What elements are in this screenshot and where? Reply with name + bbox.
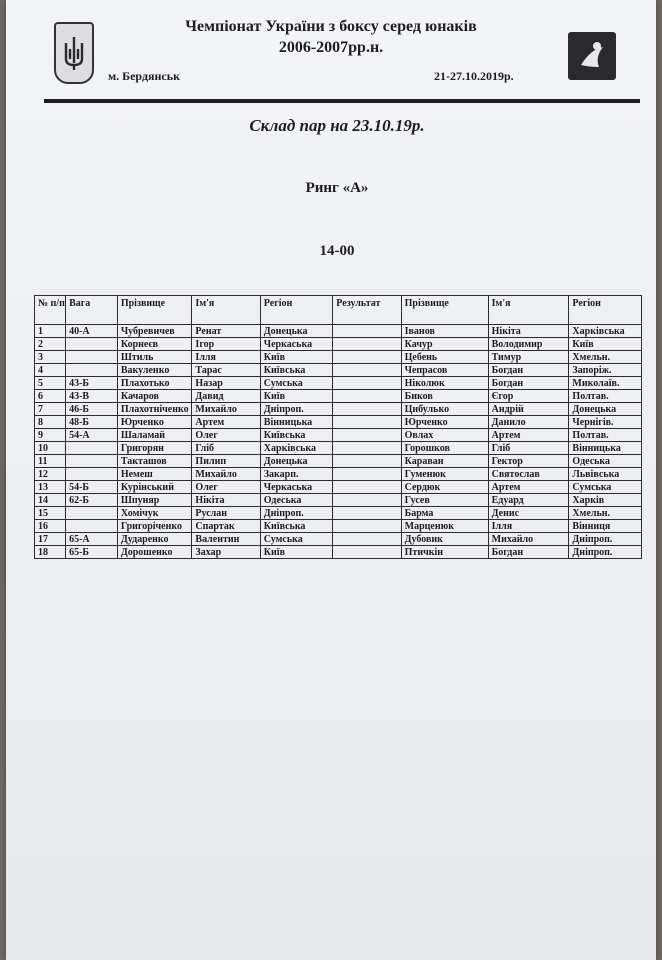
event-years: 2006-2007рр.н.	[278, 39, 384, 56]
result-cell	[333, 546, 401, 559]
bout-number: 1	[35, 325, 66, 338]
region-red: Київ	[260, 390, 333, 403]
surname-blue: Юрченко	[401, 416, 488, 429]
surname-red: Немеш	[117, 468, 192, 481]
first-name-red: Назар	[192, 377, 260, 390]
first-name-red: Ігор	[192, 338, 260, 351]
surname-red: Качаров	[117, 390, 192, 403]
table-body	[35, 325, 642, 559]
surname-blue: Марценюк	[401, 520, 488, 533]
first-name-blue: Нікіта	[488, 325, 569, 338]
result-cell	[333, 403, 401, 416]
first-name-blue: Гліб	[488, 442, 569, 455]
surname-blue: Горошков	[401, 442, 488, 455]
result-cell	[333, 325, 401, 338]
region-red: Київ	[260, 546, 333, 559]
region-red: Київ	[260, 351, 333, 364]
result-cell	[333, 364, 401, 377]
surname-red: Дорошенко	[117, 546, 192, 559]
region-blue: Одеська	[569, 455, 642, 468]
surname-red: Корнеєв	[117, 338, 192, 351]
surname-red: Чубревичев	[117, 325, 192, 338]
table-row	[35, 416, 642, 429]
region-blue: Вінниця	[569, 520, 642, 533]
region-red: Донецька	[260, 325, 333, 338]
first-name-blue: Андрій	[488, 403, 569, 416]
first-name-red: Ілля	[192, 351, 260, 364]
surname-blue: Іванов	[401, 325, 488, 338]
table-row	[35, 351, 642, 364]
event-dates: 21-27.10.2019р.	[434, 69, 514, 83]
bout-number: 11	[35, 455, 66, 468]
first-name-red: Тарас	[192, 364, 260, 377]
column-header: Ім'я	[488, 296, 569, 325]
first-name-red: Артем	[192, 416, 260, 429]
region-blue: Запоріж.	[569, 364, 642, 377]
weight-class: 40-А	[66, 325, 118, 338]
surname-red: Григоріченко	[117, 520, 192, 533]
result-cell	[333, 481, 401, 494]
city-label: м. Бердянськ	[108, 69, 181, 83]
region-blue: Вінницька	[569, 442, 642, 455]
result-cell	[333, 507, 401, 520]
weight-class: 48-Б	[66, 416, 118, 429]
region-red: Одеська	[260, 494, 333, 507]
weight-class	[66, 351, 118, 364]
bout-number: 13	[35, 481, 66, 494]
result-cell	[333, 533, 401, 546]
region-blue: Сумська	[569, 481, 642, 494]
first-name-blue: Артем	[488, 481, 569, 494]
weight-class	[66, 507, 118, 520]
bout-number: 10	[35, 442, 66, 455]
first-name-blue: Богдан	[488, 364, 569, 377]
surname-red: Такташов	[117, 455, 192, 468]
surname-blue: Гусев	[401, 494, 488, 507]
bout-number: 12	[35, 468, 66, 481]
surname-red: Григорян	[117, 442, 192, 455]
region-blue: Київ	[569, 338, 642, 351]
bout-number: 4	[35, 364, 66, 377]
surname-red: Курінський	[117, 481, 192, 494]
weight-class: 54-А	[66, 429, 118, 442]
region-red: Черкаська	[260, 481, 333, 494]
surname-red: Вакуленко	[117, 364, 192, 377]
first-name-blue: Святослав	[488, 468, 569, 481]
surname-red: Шпуняр	[117, 494, 192, 507]
surname-blue: Птичкін	[401, 546, 488, 559]
weight-class: 65-А	[66, 533, 118, 546]
table-row	[35, 520, 642, 533]
result-cell	[333, 442, 401, 455]
first-name-blue: Данило	[488, 416, 569, 429]
table-row	[35, 533, 642, 546]
first-name-red: Михайло	[192, 468, 260, 481]
region-red: Сумська	[260, 533, 333, 546]
region-blue: Дніпроп.	[569, 546, 642, 559]
region-red: Дніпроп.	[260, 507, 333, 520]
weight-class: 46-Б	[66, 403, 118, 416]
first-name-blue: Едуард	[488, 494, 569, 507]
surname-red: Дударенко	[117, 533, 192, 546]
first-name-blue: Артем	[488, 429, 569, 442]
column-header: № п/п	[35, 296, 66, 325]
federation-logo-icon	[568, 32, 616, 80]
weight-class: 54-Б	[66, 481, 118, 494]
surname-blue: Цибулько	[401, 403, 488, 416]
weight-class: 65-Б	[66, 546, 118, 559]
first-name-blue: Богдан	[488, 546, 569, 559]
bout-number: 9	[35, 429, 66, 442]
first-name-red: Олег	[192, 481, 260, 494]
table-row	[35, 481, 642, 494]
column-header: Прізвище	[117, 296, 192, 325]
first-name-red: Михайло	[192, 403, 260, 416]
region-blue: Донецька	[569, 403, 642, 416]
first-name-blue: Михайло	[488, 533, 569, 546]
first-name-blue: Ілля	[488, 520, 569, 533]
region-red: Київська	[260, 364, 333, 377]
surname-blue: Гуменюк	[401, 468, 488, 481]
bout-number: 14	[35, 494, 66, 507]
column-header: Регіон	[569, 296, 642, 325]
surname-red: Плахотько	[117, 377, 192, 390]
first-name-blue: Гектор	[488, 455, 569, 468]
bout-number: 2	[35, 338, 66, 351]
region-red: Київська	[260, 429, 333, 442]
column-header: Регіон	[260, 296, 333, 325]
surname-red: Хомічук	[117, 507, 192, 520]
first-name-red: Нікіта	[192, 494, 260, 507]
surname-blue: Качур	[401, 338, 488, 351]
first-name-blue: Єгор	[488, 390, 569, 403]
surname-blue: Овлах	[401, 429, 488, 442]
surname-blue: Караван	[401, 455, 488, 468]
bout-number: 17	[35, 533, 66, 546]
surname-blue: Чепрасов	[401, 364, 488, 377]
first-name-blue: Володимир	[488, 338, 569, 351]
region-red: Донецька	[260, 455, 333, 468]
region-red: Київська	[260, 520, 333, 533]
region-red: Вінницька	[260, 416, 333, 429]
weight-class	[66, 442, 118, 455]
header-divider	[44, 99, 640, 103]
result-cell	[333, 416, 401, 429]
start-time: 14-00	[319, 243, 355, 259]
document-page	[6, 0, 656, 960]
first-name-red: Олег	[192, 429, 260, 442]
region-blue: Харків	[569, 494, 642, 507]
result-cell	[333, 377, 401, 390]
weight-class	[66, 338, 118, 351]
first-name-blue: Тимур	[488, 351, 569, 364]
region-blue: Хмельн.	[569, 351, 642, 364]
result-cell	[333, 455, 401, 468]
weight-class	[66, 468, 118, 481]
table-row	[35, 546, 642, 559]
surname-blue: Ніколюк	[401, 377, 488, 390]
weight-class: 43-В	[66, 390, 118, 403]
result-cell	[333, 390, 401, 403]
pairs-title: Склад пар на 23.10.19р.	[249, 116, 425, 135]
column-header: Результат	[333, 296, 401, 325]
region-red: Харківська	[260, 442, 333, 455]
table-row	[35, 507, 642, 520]
table-row	[35, 494, 642, 507]
surname-blue: Биков	[401, 390, 488, 403]
region-red: Дніпроп.	[260, 403, 333, 416]
ring-label: Ринг «А»	[305, 180, 369, 196]
region-blue: Полтав.	[569, 429, 642, 442]
column-header: Ім'я	[192, 296, 260, 325]
surname-red: Штиль	[117, 351, 192, 364]
region-red: Сумська	[260, 377, 333, 390]
region-blue: Львівська	[569, 468, 642, 481]
bout-number: 6	[35, 390, 66, 403]
event-title: Чемпіонат України з боксу серед юнаків	[185, 18, 477, 35]
bout-number: 7	[35, 403, 66, 416]
first-name-red: Захар	[192, 546, 260, 559]
surname-red: Плахотніченко	[117, 403, 192, 416]
region-blue: Миколаїв.	[569, 377, 642, 390]
column-header: Прізвище	[401, 296, 488, 325]
bout-number: 5	[35, 377, 66, 390]
first-name-blue: Денис	[488, 507, 569, 520]
first-name-blue: Богдан	[488, 377, 569, 390]
surname-blue: Дубовик	[401, 533, 488, 546]
first-name-red: Ренат	[192, 325, 260, 338]
first-name-red: Спартак	[192, 520, 260, 533]
table-row	[35, 403, 642, 416]
weight-class: 62-Б	[66, 494, 118, 507]
table-row	[35, 377, 642, 390]
result-cell	[333, 468, 401, 481]
table-row	[35, 442, 642, 455]
region-blue: Полтав.	[569, 390, 642, 403]
first-name-red: Пилип	[192, 455, 260, 468]
surname-blue: Барма	[401, 507, 488, 520]
weight-class	[66, 455, 118, 468]
surname-red: Шаламай	[117, 429, 192, 442]
first-name-red: Руслан	[192, 507, 260, 520]
region-blue: Чернігів.	[569, 416, 642, 429]
result-cell	[333, 494, 401, 507]
table-row	[35, 325, 642, 338]
weight-class	[66, 364, 118, 377]
region-red: Черкаська	[260, 338, 333, 351]
trident-emblem-icon	[54, 22, 94, 84]
surname-blue: Сердюк	[401, 481, 488, 494]
first-name-red: Валентин	[192, 533, 260, 546]
bout-number: 8	[35, 416, 66, 429]
column-header: Вага	[66, 296, 118, 325]
region-blue: Дніпроп.	[569, 533, 642, 546]
table-row	[35, 364, 642, 377]
first-name-red: Гліб	[192, 442, 260, 455]
weight-class	[66, 520, 118, 533]
result-cell	[333, 520, 401, 533]
table-row	[35, 429, 642, 442]
weight-class: 43-Б	[66, 377, 118, 390]
table-row	[35, 455, 642, 468]
table-row	[35, 468, 642, 481]
table-row	[35, 338, 642, 351]
bout-number: 3	[35, 351, 66, 364]
first-name-red: Давид	[192, 390, 260, 403]
surname-red: Юрченко	[117, 416, 192, 429]
table-header-row	[35, 296, 642, 325]
table-row	[35, 390, 642, 403]
bout-number: 16	[35, 520, 66, 533]
region-blue: Хмельн.	[569, 507, 642, 520]
result-cell	[333, 351, 401, 364]
result-cell	[333, 338, 401, 351]
surname-blue: Цебень	[401, 351, 488, 364]
pairs-table	[34, 295, 642, 559]
result-cell	[333, 429, 401, 442]
region-blue: Харківська	[569, 325, 642, 338]
region-red: Закарп.	[260, 468, 333, 481]
bout-number: 18	[35, 546, 66, 559]
bout-number: 15	[35, 507, 66, 520]
